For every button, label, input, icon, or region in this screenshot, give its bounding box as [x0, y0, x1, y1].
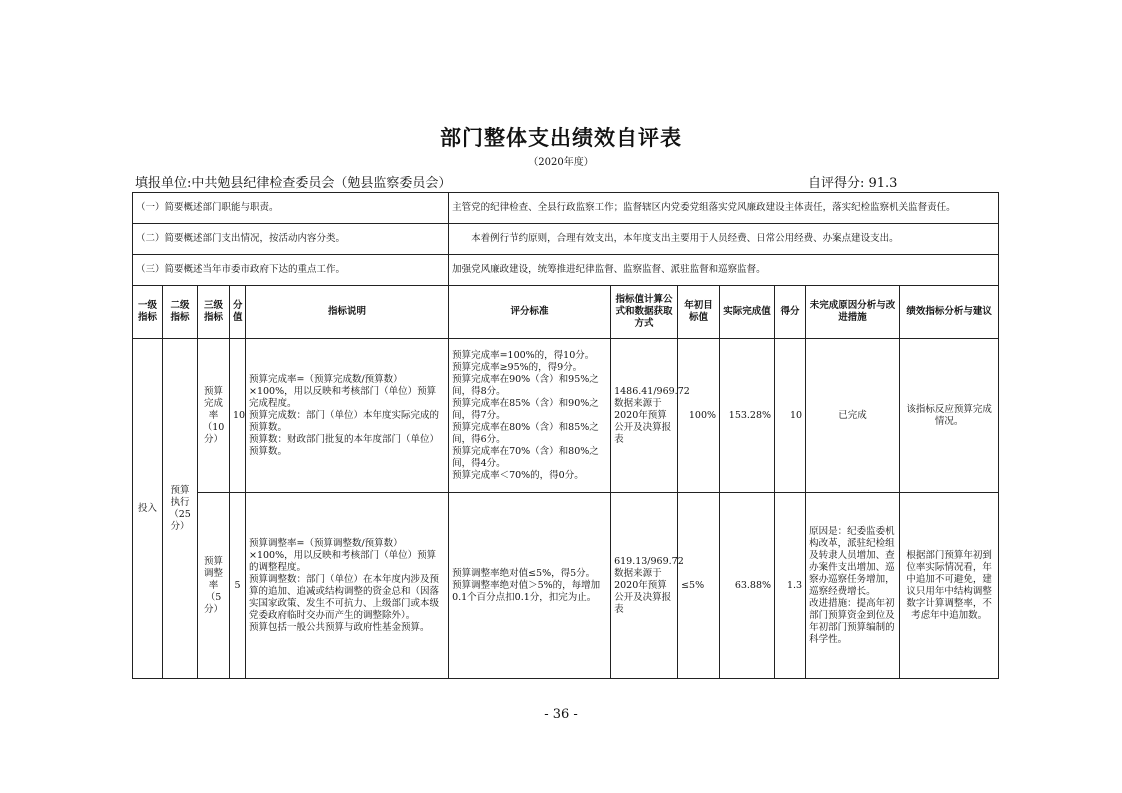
header-cell: 三级指标	[198, 286, 230, 339]
header-cell: 二级指标	[163, 286, 198, 339]
page-title: 部门整体支出绩效自评表	[440, 126, 682, 150]
page-subtitle: （2020年度）	[528, 157, 594, 168]
header-cell: 未完成原因分析与改进措施	[806, 286, 900, 339]
suggestion-cell: 根据部门预算年初到位率实际情况看，年中追加不可避免，建议只用年中结构调整数字计算调整率，不考虑年中追加数。	[900, 493, 999, 679]
weight-cell: 5	[230, 493, 246, 679]
header-cell: 分值	[230, 286, 246, 339]
level1-cell: 投入	[133, 339, 163, 679]
actual-cell: 63.88%	[720, 493, 775, 679]
points-cell: 1.3	[775, 493, 806, 679]
self-score: 自评得分: 91.3	[808, 176, 898, 191]
intro-row-3	[133, 255, 999, 286]
weight-cell: 10	[230, 339, 246, 493]
header-cell: 年初目标值	[678, 286, 720, 339]
suggestion-cell: 该指标反应预算完成情况。	[900, 339, 999, 493]
header-cell: 实际完成值	[720, 286, 775, 339]
criteria-cell: 预算调整率绝对值≤5%，得5分。 预算调整率绝对值＞5%的，每增加0.1个百分点扣0.1分，扣完为止。	[449, 493, 611, 679]
level3-cell: 预算完成率（10分）	[198, 339, 230, 493]
criteria-cell: 预算完成率=100%的，得10分。 预算完成率≥95%的，得9分。 预算完成率在90%（含）和95%之间，得8分。 预算完成率在85%（含）和90%之间，得7分。 预算完成率在80%（含）和85%之间，得6分。 预算完成率在70%（含）和80%之间，得4分。 预算完成率＜70%的，得0分。	[449, 339, 611, 493]
intro-label: （二）简要概述部门支出情况，按活动内容分类。	[133, 224, 449, 255]
level3-cell: 预算调整率（5分）	[198, 493, 230, 679]
header-cell: 评分标准	[449, 286, 611, 339]
target-cell: 100%	[678, 339, 720, 493]
evaluation-table	[132, 192, 999, 679]
intro-label: （一）简要概述部门职能与职责。	[133, 193, 449, 224]
actual-cell: 153.28%	[720, 339, 775, 493]
reporting-unit: 填报单位:中共勉县纪律检查委员会（勉县监察委员会）	[135, 176, 452, 191]
intro-label: （三）简要概述当年市委市政府下达的重点工作。	[133, 255, 449, 286]
formula-cell: 1486.41/969.72 数据来源于2020年预算公开及决算报表	[611, 339, 678, 493]
description-cell: 预算调整率=（预算调整数/预算数）×100%，用以反映和考核部门（单位）预算的调整程度。 预算调整数：部门（单位）在本年度内涉及预算的追加、追减或结构调整的资金总和（因落实国家政策、发生不可抗力、上级部门或本级党委政府临时交办而产生的调整除外）。 预算包括一般公共预算与政府性基金预算。	[246, 493, 449, 679]
intro-row-1	[133, 193, 999, 224]
header-cell: 得分	[775, 286, 806, 339]
table-row	[133, 339, 999, 493]
reason-cell: 已完成	[806, 339, 900, 493]
page-number: - 36 -	[544, 707, 578, 722]
header-row	[133, 286, 999, 339]
formula-cell: 619.13/969.72 数据来源于2020年预算公开及决算报表	[611, 493, 678, 679]
header-cell: 绩效指标分析与建议	[900, 286, 999, 339]
intro-value: 主管党的纪律检查、全县行政监察工作；监督辖区内党委党组落实党风廉政建设主体责任，落实纪检监察机关监督责任。	[449, 193, 999, 224]
points-cell: 10	[775, 339, 806, 493]
intro-value: 本着例行节约原则，合理有效支出，本年度支出主要用于人员经费、日常公用经费、办案点建设支出。	[449, 224, 999, 255]
header-cell: 指标值计算公式和数据获取方式	[611, 286, 678, 339]
description-cell: 预算完成率=（预算完成数/预算数）×100%，用以反映和考核部门（单位）预算完成程度。 预算完成数：部门（单位）本年度实际完成的预算数。 预算数：财政部门批复的本年度部门（单位）预算数。	[246, 339, 449, 493]
table-row	[133, 493, 999, 679]
intro-value: 加强党风廉政建设，统筹推进纪律监督、监察监督、派驻监督和巡察监督。	[449, 255, 999, 286]
level2-cell: 预算执行（25分）	[163, 339, 198, 679]
header-cell: 一级指标	[133, 286, 163, 339]
header-cell: 指标说明	[246, 286, 449, 339]
target-cell: ≤5%	[678, 493, 720, 679]
intro-row-2	[133, 224, 999, 255]
reason-cell: 原因是：纪委监委机构改革，派驻纪检组及转隶人员增加、查办案件支出增加、巡察办巡察任务增加，巡察经费增长。 改进措施：提高年初部门预算资金到位及年初部门预算编制的科学性。	[806, 493, 900, 679]
